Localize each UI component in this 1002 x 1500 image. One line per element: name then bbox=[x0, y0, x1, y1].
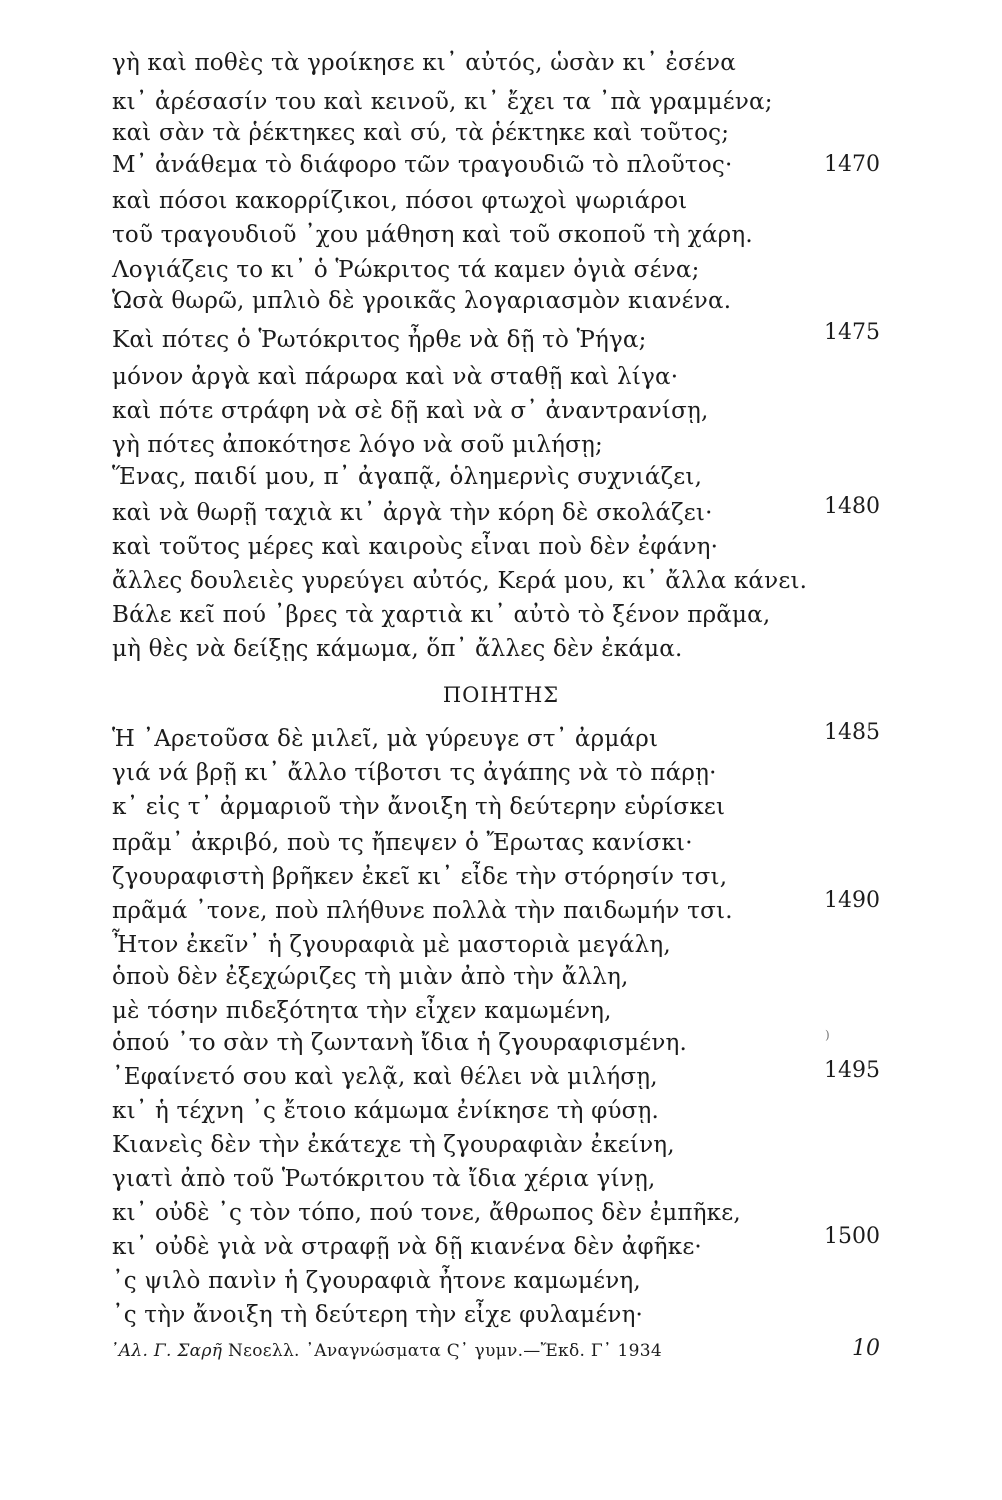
page-number: 10 bbox=[852, 1336, 880, 1361]
verse-line: Λογιάζεις το κι᾽ ὁ Ῥώκριτος τά καμεν ὀγιὰ σένα; bbox=[112, 257, 700, 283]
verse-line: Ἦτον ἐκεῖν᾽ ἡ ζγουραφιὰ μὲ μαστοριὰ μεγάλη, bbox=[112, 932, 671, 958]
verse-line: καὶ πότε στράφη νὰ σὲ δῇ καὶ νὰ σ᾽ ἀναντρανίσῃ, bbox=[112, 398, 709, 424]
line-number: 1500 bbox=[824, 1224, 880, 1249]
verse-line: Ἕνας, παιδί μου, π᾽ ἀγαπᾷ, ὁλημερνὶς συχνιάζει, bbox=[112, 464, 703, 490]
verse-line: κι᾽ οὐδὲ ᾽ς τὸν τόπο, πού τονε, ἄθρωπος δὲν ἐμπῆκε, bbox=[112, 1200, 741, 1226]
verse-line: μὲ τόσην πιδεξότητα τὴν εἶχεν καμωμένη, bbox=[112, 998, 612, 1024]
verse-line: γὴ πότες ἀποκότησε λόγο νὰ σοῦ μιλήσῃ; bbox=[112, 432, 603, 458]
line-number: 1495 bbox=[824, 1058, 880, 1083]
verse-line: γὴ καὶ ποθὲς τὰ γροίκησε κι᾽ αὐτός, ὡσὰν κι᾽ ἐσένα bbox=[112, 50, 736, 76]
verse-line: ἄλλες δουλειὲς γυρεύγει αὐτός, Κερά μου, κι᾽ ἄλλα κάνει. bbox=[112, 568, 808, 594]
page-footer bbox=[110, 1338, 790, 1364]
verse-line: γιά νά βρῇ κι᾽ ἄλλο τίβοτσι τς ἀγάπης νὰ τὸ πάρῃ· bbox=[112, 760, 717, 786]
verse-line: Ὡσὰ θωρῶ, μπλιὸ δὲ γροικᾶς λογαριασμὸν κιανένα. bbox=[112, 288, 732, 314]
section-heading: ΠΟΙΗΤΗΣ bbox=[442, 683, 560, 707]
line-number: 1470 bbox=[824, 152, 880, 177]
verse-line: καὶ πόσοι κακορρίζικοι, πόσοι φτωχοὶ ψωριάροι bbox=[112, 188, 688, 214]
verse-line: μὴ θὲς νὰ δείξῃς κάμωμα, ὅπ᾽ ἄλλες δὲν ἐκάμα. bbox=[112, 636, 683, 662]
verse-line: πρᾶμ᾽ ἀκριβό, ποὺ τς ἤπεψεν ὁ Ἔρωτας κανίσκι· bbox=[112, 830, 693, 856]
verse-line: ζγουραφιστὴ βρῆκεν ἐκεῖ κι᾽ εἶδε τὴν στόρησίν τσι, bbox=[112, 864, 728, 890]
footer-author: ᾽Αλ. Γ. Σαρῆ bbox=[110, 1341, 223, 1361]
verse-line: Μ᾽ ἀνάθεμα τὸ διάφορο τῶν τραγουδιῶ τὸ πλοῦτος· bbox=[112, 152, 733, 178]
verse-line: κι᾽ ἀρέσασίν του καὶ κεινοῦ, κι᾽ ἔχει τα ᾽πὰ γραμμένα; bbox=[112, 89, 773, 115]
verse-line: καὶ νὰ θωρῇ ταχιὰ κι᾽ ἀργὰ τὴν κόρη δὲ σκολάζει· bbox=[112, 500, 713, 526]
verse-line: Ἡ ᾽Αρετοῦσα δὲ μιλεῖ, μὰ γύρευγε στ᾽ ἀρμάρι bbox=[112, 726, 659, 752]
line-number: 1485 bbox=[824, 720, 880, 745]
verse-line: κ᾽ εἰς τ᾽ ἀρμαριοῦ τὴν ἄνοιξη τὴ δεύτερην εὑρίσκει bbox=[112, 794, 726, 820]
verse-line: πρᾶμά ᾽τονε, ποὺ πλήθυνε πολλὰ τὴν παιδωμήν τσι. bbox=[112, 898, 733, 924]
line-number: 1490 bbox=[824, 888, 880, 913]
line-number: 1475 bbox=[824, 320, 880, 345]
verse-line: ᾽Εφαίνετό σου καὶ γελᾷ, καὶ θέλει νὰ μιλήσῃ, bbox=[112, 1064, 658, 1090]
verse-line: ᾽ς τὴν ἄνοιξη τὴ δεύτερη τὴν εἶχε φυλαμένη· bbox=[112, 1302, 644, 1328]
footer-text: Νεοελλ. ᾽Αναγνώσματα Ϛ᾽ γυμν.—Ἔκδ. Γ᾽ 1934 bbox=[227, 1341, 662, 1361]
verse-line: κι᾽ ἡ τέχνη ᾽ς ἔτοιο κάμωμα ἐνίκησε τὴ φύσῃ. bbox=[112, 1098, 660, 1124]
verse-line: Κιανεὶς δὲν τὴν ἐκάτεχε τὴ ζγουραφιὰν ἐκείνη, bbox=[112, 1132, 675, 1158]
verse-line: κι᾽ οὐδὲ γιὰ νὰ στραφῇ νὰ δῇ κιανένα δὲν ἀφῆκε· bbox=[112, 1234, 702, 1260]
verse-line: Βάλε κεῖ πού ᾽βρες τὰ χαρτιὰ κι᾽ αὐτὸ τὸ ξένον πρᾶμα, bbox=[112, 602, 771, 628]
verse-line: ὁπού ᾽το σὰν τὴ ζωντανὴ ἴδια ἡ ζγουραφισμένη. bbox=[112, 1030, 688, 1056]
line-number: 1480 bbox=[824, 494, 880, 519]
verse-line: ᾽ς ψιλὸ πανὶν ἡ ζγουραφιὰ ἦτονε καμωμένη, bbox=[112, 1268, 641, 1294]
verse-line: Καὶ πότες ὁ Ῥωτόκριτος ἦρθε νὰ δῇ τὸ Ῥήγα; bbox=[112, 327, 647, 353]
verse-line: γιατὶ ἀπὸ τοῦ Ῥωτόκριτου τὰ ἴδια χέρια γίνῃ, bbox=[112, 1166, 656, 1192]
verse-line: καὶ τοῦτος μέρες καὶ καιροὺς εἶναι ποὺ δὲν ἐφάνη· bbox=[112, 534, 719, 560]
verse-line: καὶ σὰν τὰ ῥέκτηκες καὶ σύ, τὰ ῥέκτηκε καὶ τοῦτος; bbox=[112, 120, 730, 146]
verse-line: μόνον ἀργὰ καὶ πάρωρα καὶ νὰ σταθῇ καὶ λίγα· bbox=[112, 364, 679, 390]
margin-mark: ) bbox=[825, 1028, 830, 1042]
verse-line: τοῦ τραγουδιοῦ ᾽χου μάθηση καὶ τοῦ σκοποῦ τὴ χάρη. bbox=[112, 222, 753, 248]
verse-line: ὁποὺ δὲν ἐξεχώριζες τὴ μιὰν ἀπὸ τὴν ἄλλη, bbox=[112, 964, 629, 990]
